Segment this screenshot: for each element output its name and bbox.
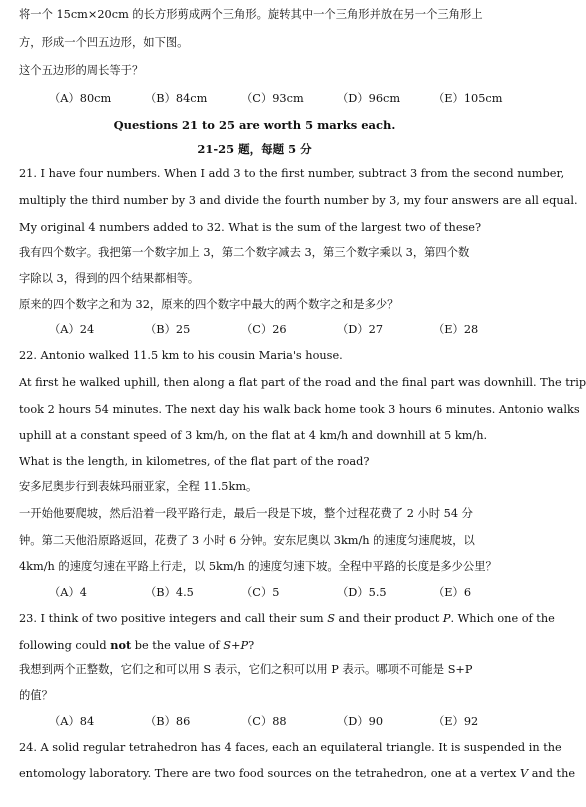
q21-line-6: 原来的四个数字之和为 32，原来的四个数字中最大的两个数字之和是多少？ <box>19 298 399 311</box>
q23-line-4: 的值？ <box>19 689 53 702</box>
q22-option-e[interactable]: （E）6 <box>433 586 472 599</box>
q22-line-2: At first he walked uphill, then along a flat part of the road and the final part was downhill. The trip <box>19 376 586 389</box>
q21-option-c[interactable]: （C）26 <box>241 323 287 336</box>
q23-line-1c: . Which one of the <box>450 612 555 625</box>
q24-line-1: 24. A solid regular tetrahedron has 4 faces, each an equilateral triangle. It is suspended in the <box>19 741 562 754</box>
q21-option-a[interactable]: （A）24 <box>49 323 95 336</box>
q23-line-2 <box>19 638 254 653</box>
q23-line-2a: following could <box>19 639 111 652</box>
q23-expression: S+P <box>223 639 249 652</box>
q20-option-a[interactable]: （A）80cm <box>49 92 112 105</box>
q23-option-a[interactable]: （A）84 <box>49 715 95 728</box>
q23-option-e[interactable]: （E）92 <box>433 715 479 728</box>
q23-option-c[interactable]: （C）88 <box>241 715 287 728</box>
q23-line-2c: ? <box>248 639 255 652</box>
q22-line-6: 安多尼奥步行到表妹玛丽亚家，全程 11.5km。 <box>19 480 258 493</box>
q22-option-b[interactable]: （B）4.5 <box>145 586 194 599</box>
q23-line-3: 我想到两个正整数，它们之和可以用 S 表示，它们之积可以用 P 表示。哪项不可能是 S+P <box>19 663 473 676</box>
q21-line-1: 21. I have four numbers. When I add 3 to the first number, subtract 3 from the second number, <box>19 167 565 180</box>
q20-option-e[interactable]: （E）105cm <box>433 92 503 105</box>
q22-option-c[interactable]: （C）5 <box>241 586 280 599</box>
q22-option-a[interactable]: （A）4 <box>49 586 87 599</box>
q23-line-1 <box>19 612 555 626</box>
q23-line-2b: be the value of <box>131 639 224 652</box>
q21-option-d[interactable]: （D）27 <box>337 323 384 336</box>
q23-var-s: S <box>327 612 335 625</box>
q24-line-2b: and the <box>528 767 576 780</box>
q21-option-b[interactable]: （B）25 <box>145 323 191 336</box>
q23-option-b[interactable]: （B）86 <box>145 715 191 728</box>
q23-line-1a: 23. I think of two positive integers and call their sum <box>19 612 328 625</box>
q22-line-4: uphill at a constant speed of 3 km/h, on the flat at 4 km/h and downhill at 5 km/h. <box>19 429 488 442</box>
q21-line-5: 字除以 3，得到的四个结果都相等。 <box>19 272 200 285</box>
q21-line-3: My original 4 numbers added to 32. What is the sum of the largest two of these? <box>19 221 482 234</box>
q23-var-p: P <box>442 612 451 625</box>
q20-line-1: 将一个 15cm×20cm 的长方形剪成两个三角形。旋转其中一个三角形并放在另一个三角形上 <box>19 8 483 21</box>
q20-line-2: 方，形成一个凹五边形，如下图。 <box>19 36 189 49</box>
q20-line-3: 这个五边形的周长等于？ <box>19 64 144 77</box>
q22-option-d[interactable]: （D）5.5 <box>337 586 387 599</box>
q22-line-7: 一开始他要爬坡，然后沿着一段平路行走，最后一段是下坡，整个过程花费了 2 小时 54 分 <box>19 507 473 520</box>
q20-option-b[interactable]: （B）84cm <box>145 92 208 105</box>
section-heading-zh: 21-25 题，每题 5 分 <box>197 142 312 156</box>
section-heading-en: Questions 21 to 25 are worth 5 marks each. <box>113 118 396 132</box>
q22-line-3: took 2 hours 54 minutes. The next day his walk back home took 3 hours 6 minutes. Antonio walks <box>19 403 580 416</box>
q21-option-e[interactable]: （E）28 <box>433 323 479 336</box>
q21-line-4: 我有四个数字。我把第一个数字加上 3，第二个数字减去 3，第三个数字乘以 3，第四个数 <box>19 246 470 259</box>
q24-var-v: V <box>519 767 529 780</box>
q22-line-8: 钟。第二天他沿原路返回，花费了 3 小时 6 分钟。安东尼奥以 3km/h 的速度匀速爬坡，以 <box>19 534 475 547</box>
q20-option-c[interactable]: （C）93cm <box>241 92 304 105</box>
q24-line-2 <box>19 767 575 781</box>
q22-line-9: 4km/h 的速度匀速在平路上行走，以 5km/h 的速度匀速下坡。全程中平路的长度是多少公里？ <box>19 560 497 573</box>
q21-line-2: multiply the third number by 3 and divide the fourth number by 3, my four answers are all equal. <box>19 194 578 207</box>
q20-option-d[interactable]: （D）96cm <box>337 92 401 105</box>
q23-option-d[interactable]: （D）90 <box>337 715 384 728</box>
q22-line-1: 22. Antonio walked 11.5 km to his cousin Maria's house. <box>19 349 343 362</box>
q23-not-emphasis: not <box>110 638 132 652</box>
q22-line-5: What is the length, in kilometres, of the flat part of the road? <box>19 455 370 468</box>
q23-line-1b: and their product <box>334 612 443 625</box>
q24-line-2a: entomology laboratory. There are two food sources on the tetrahedron, one at a vertex <box>19 767 520 780</box>
